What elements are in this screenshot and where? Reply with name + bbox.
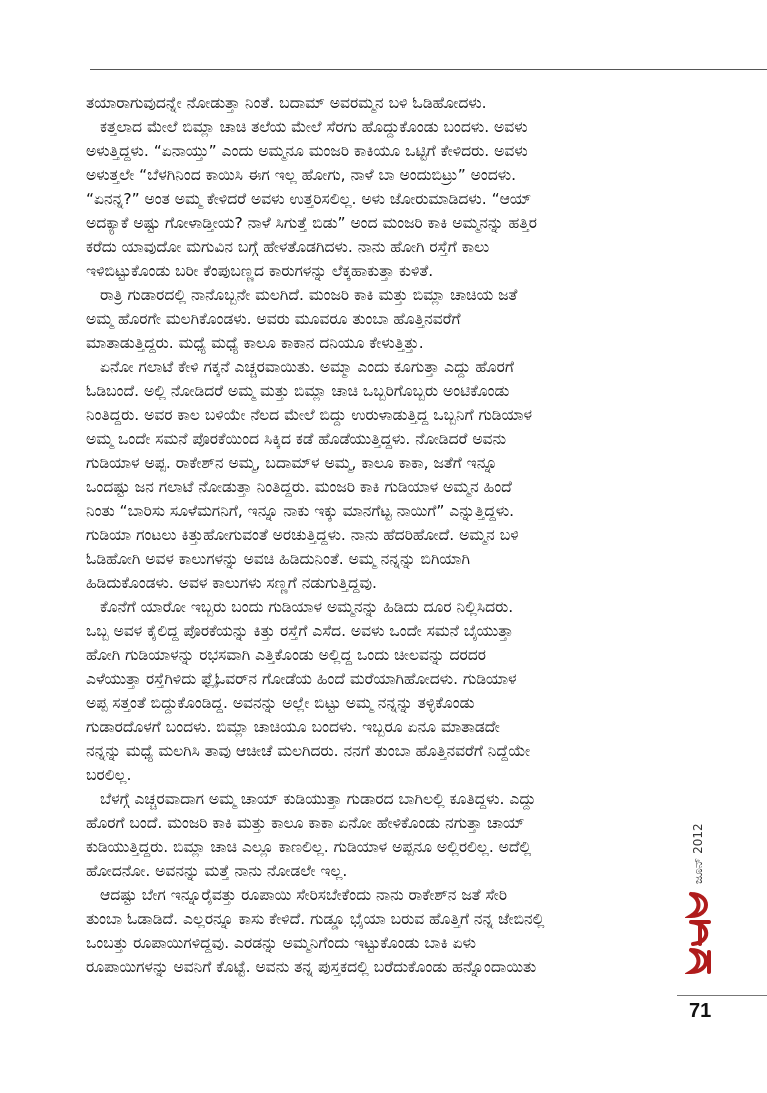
footer-rule bbox=[677, 995, 767, 996]
text-line: ಹಿಡಿದುಕೊಂಡಳು. ಅವಳ ಕಾಲುಗಳು ಸಣ್ಣಗೆ ನಡುಗುತ್ತಿದ್ದವು. bbox=[86, 574, 377, 592]
magazine-sidebar bbox=[677, 808, 717, 978]
text-line: ಗುಡಿಯಾಳ ಅಪ್ಪ. ರಾಕೇಶ್‌ನ ಅಮ್ಮ, ಬದಾಮ್‌ಳ ಅಮ್ಮ, ಕಾಲೂ ಕಾಕಾ, ಜತೆಗೆ ಇನ್ನೂ bbox=[86, 454, 498, 472]
article-body bbox=[86, 91, 662, 1011]
issue-date: ಜೂನ್ 2012 bbox=[691, 823, 705, 884]
text-line: ಗುಡಾರದೊಳಗೆ ಬಂದಳು. ಬಿಮ್ಲಾ ಚಾಚಿಯೂ ಬಂದಳು. ಇಬ್ಬರೂ ಏನೂ ಮಾತಾಡದೇ bbox=[86, 718, 500, 736]
text-line: ಕತ್ತಲಾದ ಮೇಲೆ ಬಿಮ್ಲಾ ಚಾಚಿ ತಲೆಯ ಮೇಲೆ ಸೆರಗು ಹೊದ್ದುಕೊಂಡು ಬಂದಳು. ಅವಳು bbox=[100, 118, 528, 136]
magazine-logo bbox=[685, 890, 715, 976]
text-line: ಕುಡಿಯುತ್ತಿದ್ದರು. ಬಿಮ್ಲಾ ಚಾಚಿ ಎಲ್ಲೂ ಕಾಣಲಿಲ್ಲ. ಗುಡಿಯಾಳ ಅಪ್ಪನೂ ಅಲ್ಲಿರಲಿಲ್ಲ. ಅದೆಲ್ಲಿ bbox=[86, 838, 532, 856]
text-line: ತುಂಬಾ ಓಡಾಡಿದೆ. ಎಲ್ಲರನ್ನೂ ಕಾಸು ಕೇಳಿದೆ. ಗುಡ್ಡೂ ಭೈಯಾ ಬರುವ ಹೊತ್ತಿಗೆ ನನ್ನ ಜೇಬಿನಲ್ಲಿ bbox=[86, 910, 545, 928]
text-line: ಅಳುತ್ತಲೇ “ಬೆಳಗಿನಿಂದ ಕಾಯಿಸಿ ಈಗ ಇಲ್ಲ ಹೋಗು, ನಾಳೆ ಬಾ ಅಂದುಬಿಟ್ರು” ಅಂದಳು. bbox=[86, 166, 517, 184]
text-line: ಅಮ್ಮ ಹೊರಗೇ ಮಲಗಿಕೊಂಡಳು. ಅವರು ಮೂವರೂ ತುಂಬಾ ಹೊತ್ತಿನವರೆಗೆ bbox=[86, 310, 461, 328]
text-line: ತಯಾರಾಗುವುದನ್ನೇ ನೋಡುತ್ತಾ ನಿಂತೆ. ಬದಾಮ್ ಅವರಮ್ಮನ ಬಳಿ ಓಡಿಹೋದಳು. bbox=[86, 94, 487, 112]
text-line: “ಏನನ್ನ?” ಅಂತ ಅಮ್ಮ ಕೇಳಿದರೆ ಅವಳು ಉತ್ತರಿಸಲಿಲ್ಲ. ಅಳು ಜೋರುಮಾಡಿದಳು. “ಆಯ್ bbox=[86, 190, 532, 208]
text-line: ನಿಂತಿದ್ದರು. ಅವರ ಕಾಲ ಬಳಿಯೇ ನೆಲದ ಮೇಲೆ ಬಿದ್ದು ಉರುಳಾಡುತ್ತಿದ್ದ ಒಬ್ಬನಿಗೆ ಗುಡಿಯಾಳ bbox=[86, 406, 533, 424]
text-line: ರಾತ್ರಿ ಗುಡಾರದಲ್ಲಿ ನಾನೊಬ್ಬನೇ ಮಲಗಿದೆ. ಮಂಜರಿ ಕಾಕಿ ಮತ್ತು ಬಿಮ್ಲಾ ಚಾಚಿಯ ಜತೆ bbox=[100, 286, 518, 304]
text-line: ಹೋದನೋ. ಅವನನ್ನು ಮತ್ತೆ ನಾನು ನೋಡಲೇ ಇಲ್ಲ. bbox=[86, 862, 348, 880]
text-line: ನನ್ನನ್ನು ಮಧ್ಯೆ ಮಲಗಿಸಿ ತಾವು ಆಚೀಚೆ ಮಲಗಿದರು. ನನಗೆ ತುಂಬಾ ಹೊತ್ತಿನವರೆಗೆ ನಿದ್ದೆಯೇ bbox=[86, 742, 531, 760]
text-line: ಒಂಬತ್ತು ರೂಪಾಯಿಗಳಿದ್ದವು. ಎರಡನ್ನು ಅಮ್ಮನಿಗೆಂದು ಇಟ್ಟುಕೊಂಡು ಬಾಕಿ ಏಳು bbox=[86, 934, 476, 952]
text-line: ಕರೆದು ಯಾವುದೋ ಮಗುವಿನ ಬಗ್ಗೆ ಹೇಳತೊಡಗಿದಳು. ನಾನು ಹೋಗಿ ರಸ್ತೆಗೆ ಕಾಲು bbox=[86, 238, 490, 256]
text-line: ಒಬ್ಬ ಅವಳ ಕೈಲಿದ್ದ ಪೊರಕೆಯನ್ನು ಕಿತ್ತು ರಸ್ತೆಗೆ ಎಸೆದ. ಅವಳು ಒಂದೇ ಸಮನೆ ಬೈಯುತ್ತಾ bbox=[86, 622, 514, 640]
text-line: ನಿಂತು “ಬಾರಿಸು ಸೂಳೆಮಗನಿಗೆ, ಇನ್ನೂ ನಾಕು ಇಕ್ಕು ಮಾನಗೆಟ್ಟ ನಾಯಿಗೆ” ಎನ್ನುತ್ತಿದ್ದಳು. bbox=[86, 502, 515, 520]
text-line: ಆದಷ್ಟು ಬೇಗ ಇನ್ನೂರೈವತ್ತು ರೂಪಾಯಿ ಸೇರಿಸಬೇಕೆಂದು ನಾನು ರಾಕೇಶ್‌ನ ಜತೆ ಸೇರಿ bbox=[100, 886, 508, 904]
header-rule bbox=[90, 69, 767, 70]
text-line: ಅಮ್ಮ ಒಂದೇ ಸಮನೆ ಪೊರಕೆಯಿಂದ ಸಿಕ್ಕಿದ ಕಡೆ ಹೊಡೆಯುತ್ತಿದ್ದಳು. ನೋಡಿದರೆ ಅವನು bbox=[86, 430, 507, 448]
text-line: ಅದಕ್ಯಾಕೆ ಅಷ್ಟು ಗೋಳಾಡ್ತೀಯ? ನಾಳೆ ಸಿಗುತ್ತೆ ಬಿಡು” ಅಂದ ಮಂಜರಿ ಕಾಕಿ ಅಮ್ಮನನ್ನು ಹತ್ತಿರ bbox=[86, 214, 537, 232]
text-line: ಒಂದಷ್ಟು ಜನ ಗಲಾಟೆ ನೋಡುತ್ತಾ ನಿಂತಿದ್ದರು. ಮಂಜರಿ ಕಾಕಿ ಗುಡಿಯಾಳ ಅಮ್ಮನ ಹಿಂದೆ bbox=[86, 478, 512, 496]
text-line: ಗುಡಿಯಾ ಗಂಟಲು ಕಿತ್ತುಹೋಗುವಂತೆ ಅರಚುತ್ತಿದ್ದಳು. ನಾನು ಹೆದರಿಹೋದೆ. ಅಮ್ಮನ ಬಳಿ bbox=[86, 526, 519, 544]
text-line: ಅಪ್ಪ ಸತ್ತಂತೆ ಬಿದ್ದುಕೊಂಡಿದ್ದ. ಅವನನ್ನು ಅಲ್ಲೇ ಬಿಟ್ಟು ಅಮ್ಮ ನನ್ನನ್ನು ತಳ್ಳಿಕೊಂಡು bbox=[86, 694, 475, 712]
text-line: ಹೊರಗೆ ಬಂದೆ. ಮಂಜರಿ ಕಾಕಿ ಮತ್ತು ಕಾಲೂ ಕಾಕಾ ಏನೋ ಹೇಳಿಕೊಂಡು ನಗುತ್ತಾ ಚಾಯ್ bbox=[86, 814, 525, 832]
text-line: ಓಡಿಬಂದೆ. ಅಲ್ಲಿ ನೋಡಿದರೆ ಅಮ್ಮ ಮತ್ತು ಬಿಮ್ಲಾ ಚಾಚಿ ಒಬ್ಬರಿಗೊಬ್ಬರು ಅಂಟಿಕೊಂಡು bbox=[86, 382, 510, 400]
text-line: ರೂಪಾಯಿಗಳನ್ನು ಅವನಿಗೆ ಕೊಟ್ಟೆ. ಅವನು ತನ್ನ ಪುಸ್ತಕದಲ್ಲಿ ಬರೆದುಕೊಂಡು ಹನ್ನೊಂದಾಯಿತು bbox=[86, 958, 537, 976]
text-line: ಬರಲಿಲ್ಲ. bbox=[86, 766, 132, 784]
text-line: ಓಡಿಹೋಗಿ ಅವಳ ಕಾಲುಗಳನ್ನು ಅವಚಿ ಹಿಡಿದುನಿಂತೆ. ಅಮ್ಮ ನನ್ನನ್ನು ಬಿಗಿಯಾಗಿ bbox=[86, 550, 470, 568]
text-line: ಇಳಿಬಿಟ್ಟುಕೊಂಡು ಬರೀ ಕೆಂಪುಬಣ್ಣದ ಕಾರುಗಳನ್ನು ಲೆಕ್ಕಹಾಕುತ್ತಾ ಕುಳಿತೆ. bbox=[86, 262, 434, 280]
text-line: ಅಳುತ್ತಿದ್ದಳು. “ಏನಾಯ್ತು” ಎಂದು ಅಮ್ಮನೂ ಮಂಜರಿ ಕಾಕಿಯೂ ಒಟ್ಟಿಗೆ ಕೇಳಿದರು. ಅವಳು bbox=[86, 142, 528, 160]
text-line: ಹೋಗಿ ಗುಡಿಯಾಳನ್ನು ರಭಸವಾಗಿ ಎತ್ತಿಕೊಂಡು ಅಲ್ಲಿದ್ದ ಒಂದು ಚೀಲವನ್ನು ದರದರ bbox=[86, 646, 486, 664]
text-line: ಬೆಳಗ್ಗೆ ಎಚ್ಚರವಾದಾಗ ಅಮ್ಮ ಚಾಯ್ ಕುಡಿಯುತ್ತಾ ಗುಡಾರದ ಬಾಗಿಲಲ್ಲಿ ಕೂತಿದ್ದಳು. ಎದ್ದು bbox=[100, 790, 536, 808]
text-line: ಕೊನೆಗೆ ಯಾರೋ ಇಬ್ಬರು ಬಂದು ಗುಡಿಯಾಳ ಅಮ್ಮನನ್ನು ಹಿಡಿದು ದೂರ ನಿಲ್ಲಿಸಿದರು. bbox=[100, 598, 514, 616]
text-line: ಎಳೆಯುತ್ತಾ ರಸ್ತೆಗಿಳಿದು ಫ್ಲೈಓವರ್‌ನ ಗೋಡೆಯ ಹಿಂದೆ ಮರೆಯಾಗಿಹೋದಳು. ಗುಡಿಯಾಳ bbox=[86, 670, 517, 688]
page-number: 71 bbox=[689, 1000, 712, 1022]
text-line: ಏನೋ ಗಲಾಟೆ ಕೇಳಿ ಗಕ್ಕನೆ ಎಚ್ಚರವಾಯಿತು. ಅಮ್ಮಾ ಎಂದು ಕೂಗುತ್ತಾ ಎದ್ದು ಹೊರಗೆ bbox=[100, 358, 514, 376]
text-line: ಮಾತಾಡುತ್ತಿದ್ದರು. ಮಧ್ಯೆ ಮಧ್ಯೆ ಕಾಲೂ ಕಾಕಾನ ದನಿಯೂ ಕೇಳುತ್ತಿತ್ತು. bbox=[86, 334, 424, 352]
